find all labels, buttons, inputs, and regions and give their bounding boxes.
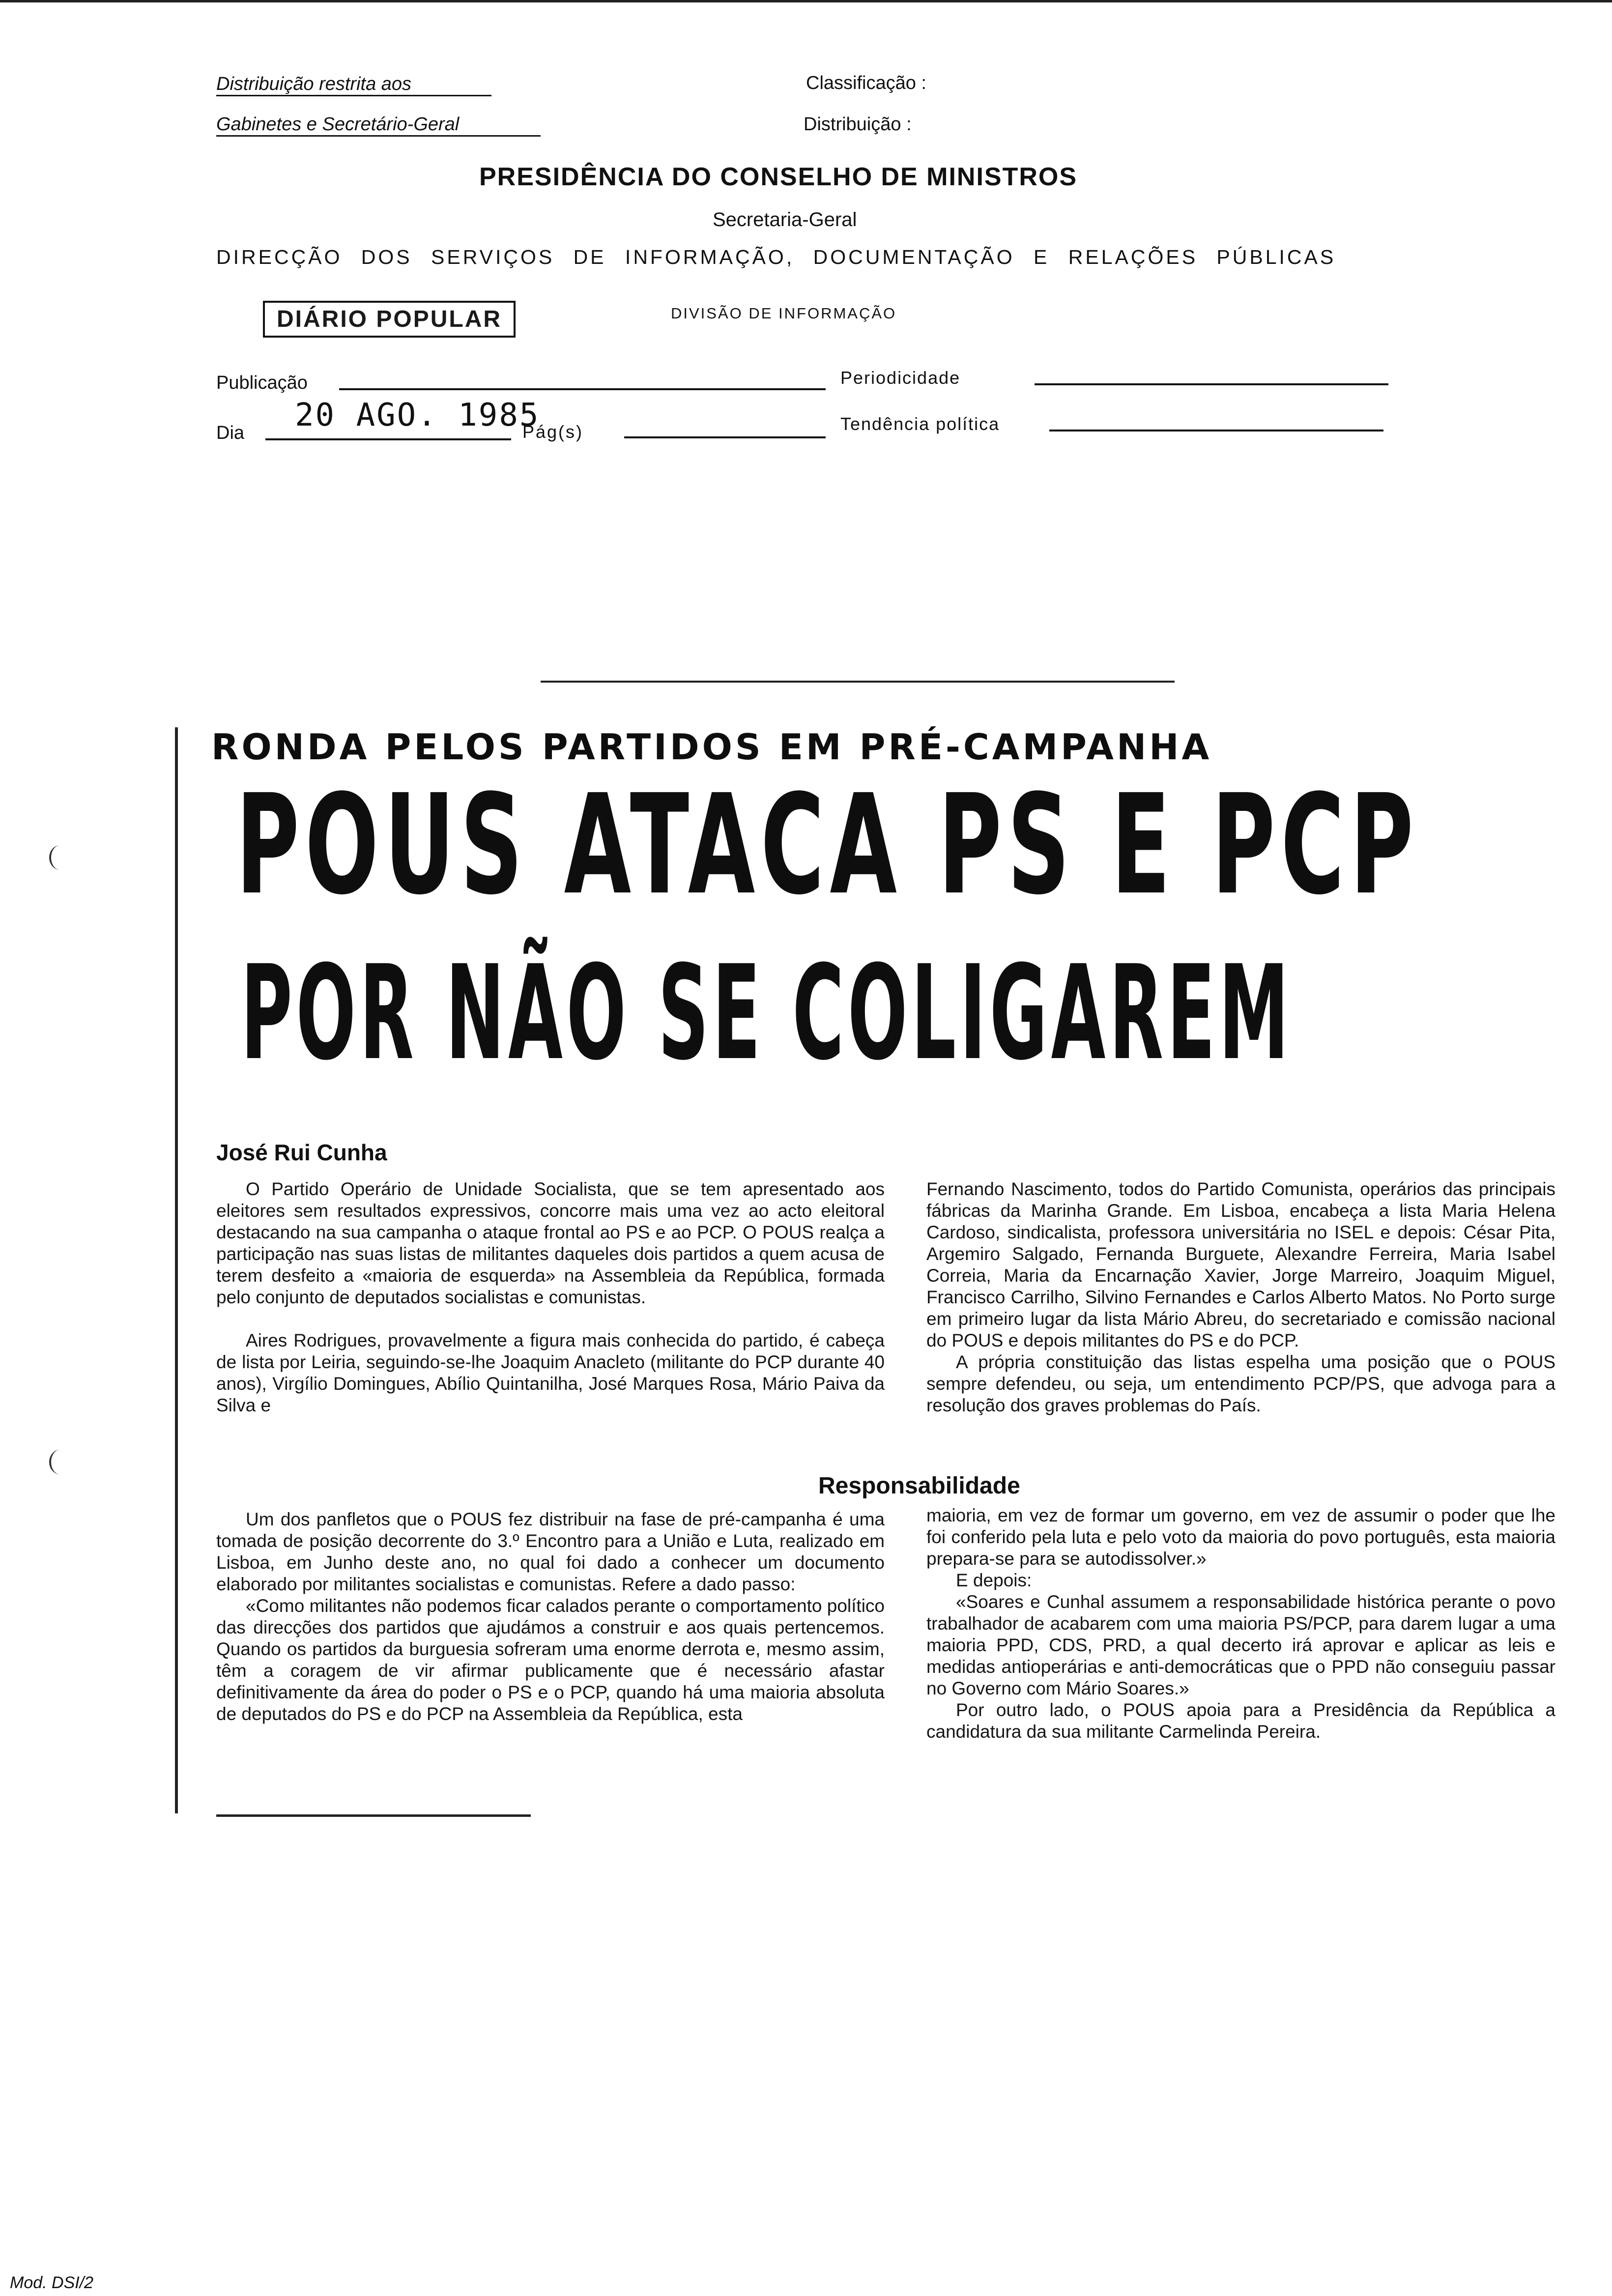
classification-label: Classificação : (806, 73, 926, 93)
day-label: Dia (216, 423, 245, 443)
column-4-paragraph: «Soares e Cunhal assumem a responsabilidade histórica perante o povo trabalhador de acabarem com uma maioria PS/PCP, para darem lugar a uma maioria PPD, CDS, PRD, a qual decerto irá aprovar e aplicar as leis e medidas antioperárias e anti-democráticas que o PPD não conseguiu passar no Governo com Mário Soares.» (926, 1592, 1555, 1698)
column-4-paragraph: E depois: (956, 1570, 1032, 1590)
headline-line1: POUS ATACA PS E PCP (236, 765, 1419, 925)
column-4-paragraph: Por outro lado, o POUS apoia para a Presidência da República a candidatura da sua militante Carmelinda Pereira. (926, 1700, 1555, 1742)
column-2-paragraph: A própria constituição das listas espelha uma posição que o POUS sempre defendeu, ou seja, um entendimento PCP/PS, que advoga para a resolução dos graves problemas do País. (926, 1352, 1555, 1415)
direction-line: DIRECÇÃO DOS SERVIÇOS DE INFORMAÇÃO, DOCUMENTAÇÃO E RELAÇÕES PÚBLICAS (216, 246, 1336, 268)
headline-line2: POR NÃO SE COLIGAREM (241, 938, 1293, 1089)
column-4-paragraph: maioria, em vez de formar um governo, em vez de assumir o poder que lhe foi conferido pela luta e pelo voto da maioria do povo português, esta maioria prepara-se para se autodissolver.» (926, 1505, 1555, 1569)
article-kicker: RONDA PELOS PARTIDOS EM PRÉ-CAMPANHA (211, 726, 1212, 768)
punch-mark-bottom (49, 1450, 71, 1474)
distribution-note-line1: Distribuição restrita aos (216, 74, 491, 96)
org-title: PRESIDÊNCIA DO CONSELHO DE MINISTROS (479, 163, 1078, 191)
article-column-1 (216, 1178, 885, 1416)
byline: José Rui Cunha (216, 1140, 387, 1165)
day-field (265, 438, 511, 440)
day-value: 20 AGO. 1985 (295, 397, 540, 433)
punch-mark-top (49, 845, 71, 870)
column-1-paragraph: O Partido Operário de Unidade Socialista, que se tem apresentado aos eleitores sem resultados expressivos, concorre mais uma vez ao acto eleitoral destacando na sua campanha o ataque frontal ao PS e ao PCP. O POUS realça a participação nas suas listas de militantes daqueles dois partidos a quem acusa de terem desfeito a «maioria de esquerda» na Assembleia da República, formada pelo conjunto de deputados socialistas e comunistas. (216, 1179, 885, 1307)
form-code: Mod. DSI/2 (10, 2273, 94, 2292)
clipping-bottom-rule (216, 1814, 531, 1817)
division-label: DIVISÃO DE INFORMAÇÃO (671, 305, 897, 322)
tendency-field (1049, 430, 1383, 431)
distribution-label: Distribuição : (804, 114, 912, 135)
periodicity-field (1035, 383, 1388, 385)
column-1-paragraph: Aires Rodrigues, provavelmente a figura mais conhecida do partido, é cabeça de lista por Leiria, seguindo-se-lhe Joaquim Anacleto (militante do PCP durante 40 anos), Virgílio Domingues, Abílio Quintanilha, José Marques Rosa, Mário Paiva da Silva e (216, 1330, 885, 1415)
org-subtitle: Secretaria-Geral (713, 209, 857, 230)
column-3-paragraph: Um dos panfletos que o POUS fez distribuir na fase de pré-campanha é uma tomada de posição decorrente do 3.º Encontro para a União e Luta, realizado em Lisboa, em Junho deste ano, no qual foi dado a conhecer um documento elaborado por militantes socialistas e comunistas. Refere a dado passo: (216, 1509, 885, 1594)
subhead-responsabilidade: Responsabilidade (818, 1473, 1020, 1499)
pages-field (624, 436, 826, 438)
publication-label: Publicação (216, 373, 308, 393)
publication-field (339, 388, 826, 390)
article-column-3 (216, 1509, 885, 1725)
pages-label: Pág(s) (522, 422, 584, 442)
distribution-note-line2: Gabinetes e Secretário-Geral (216, 114, 541, 137)
column-2-paragraph: Fernando Nascimento, todos do Partido Comunista, operários das principais fábricas da Marinha Grande. Em Lisboa, encabeça a lista Maria Helena Cardoso, sindicalista, professora universitária no ISEL e depois: César Pita, Argemiro Salgado, Fernanda Burguete, Alexandre Ferreira, Maria Isabel Correia, Maria da Encarnação Xavier, Jorge Marreiro, Joaquim Miguel, Francisco Carrilho, Silvino Fernandes e Carlos Alberto Matos. No Porto surge em primeiro lugar da lista Mário Abreu, do secretariado e comissão nacional do POUS e depois militantes do PS e do PCP. (926, 1179, 1555, 1350)
article-column-4 (926, 1505, 1555, 1743)
tendency-label: Tendência política (840, 414, 1000, 434)
newspaper-stamp: DIÁRIO POPULAR (263, 301, 516, 338)
column-3-paragraph: «Como militantes não podemos ficar calados perante o comportamento político das direcções dos partidos que ajudámos a construir e aos quais pertencemos. Quando os partidos da burguesia sofreram uma enorme derrota e, mesmo assim, têm a coragem de vir afirmar publicamente que é necessário afastar definitivamente da área do poder o PS e o PCP, quando há uma maioria absoluta de deputados do PS e do PCP na Assembleia da República, esta (216, 1596, 885, 1724)
scan-top-edge (0, 0, 1612, 2)
clipping-top-rule (541, 681, 1175, 683)
periodicity-label: Periodicidade (840, 368, 961, 388)
article-column-2 (926, 1178, 1555, 1416)
clipping-left-border (175, 727, 178, 1813)
